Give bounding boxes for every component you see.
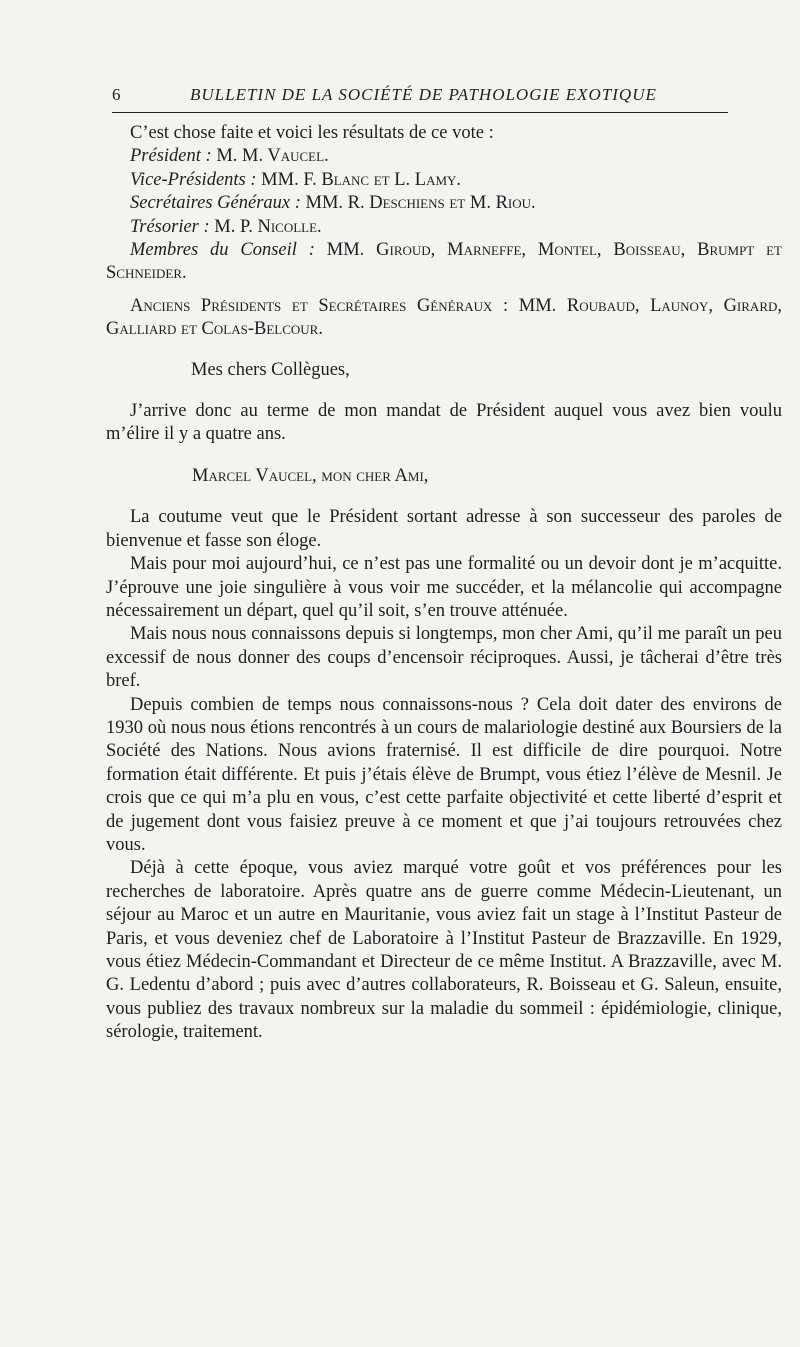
former-officers: Anciens Présidents et Secrétaires Généraux : MM. Roubaud, Launoy, Girard, Galliard et Colas-Belcour. xyxy=(106,295,782,340)
president-label: Président : xyxy=(130,146,212,167)
paragraph-4: Mais nous nous connaissons depuis si longtemps, mon cher Ami, qu’il me paraît un peu excessif de nous donner des coups d’encensoir réciproques. Aussi, je tâcherai d’être très bref. xyxy=(106,624,782,692)
paragraph-5: Depuis combien de temps nous connaissons-nous ? Cela doit dater des environs de 1930 où nous nous étions rencontrés à un cours de malariologie destiné aux Boursiers de la Société des Nations. Nous avions fraternisé. Il est difficile de dire pourquoi. Notre formation était différente. Et puis j’étais élève de Brumpt, vous étiez l’élève de Mesnil. Je crois que ce qui m’a plu en vous, c’est cette parfaite objectivité et cette liberté d’esprit et de jugement dont vous faisiez preuve à ce moment et que j’ai toujours retrouvées chez vous. xyxy=(106,694,782,855)
page-body xyxy=(106,122,782,1045)
president-name: M. M. Vaucel. xyxy=(216,146,329,167)
sg-line xyxy=(106,192,782,215)
paragraph-1: J’arrive donc au terme de mon mandat de Président auquel vous avez bien voulu m’élire il y a quatre ans. xyxy=(106,401,782,445)
address-line: Marcel Vaucel, mon cher Ami, xyxy=(192,465,429,486)
treasurer-name: M. P. Nicolle. xyxy=(214,216,322,237)
council-label: Membres du Conseil : xyxy=(130,240,315,261)
vp-line xyxy=(106,169,782,192)
treasurer-label: Trésorier : xyxy=(130,216,210,237)
council-names: MM. Giroud, Marneffe, Montel, Boisseau, Brumpt et Schneider. xyxy=(106,240,782,284)
sg-label: Secrétaires Généraux : xyxy=(130,193,301,214)
vp-label: Vice-Présidents : xyxy=(130,169,257,190)
salutation: Mes chers Collègues, xyxy=(191,359,350,380)
header-rule xyxy=(112,112,728,113)
page-number: 6 xyxy=(112,85,122,104)
paragraph-6: Déjà à cette époque, vous aviez marqué votre goût et vos préférences pour les recherches de laboratoire. Après quatre ans de guerre comme Médecin-Lieutenant, un séjour au Maroc et un autre en Mauritanie, vous aviez fait un stage à l’Institut Pasteur de Paris, et vous deveniez chef de Laboratoire à l’Institut Pasteur de Brazzaville. En 1929, vous étiez Médecin-Commandant et Directeur de ce même Institut. A Brazzaville, avec M. G. Ledentu d’abord ; puis avec d’autres collaborateurs, R. Boisseau et G. Saleun, ensuite, vous publiez des travaux nombreux sur la maladie du sommeil : épidémiologie, clinique, sérologie, traitement. xyxy=(106,858,782,1043)
treasurer-line xyxy=(106,216,782,239)
vote-intro: C’est chose faite et voici les résultats de ce vote : xyxy=(130,123,494,143)
paragraph-3: Mais pour moi aujourd’hui, ce n’est pas une formalité ou un devoir dont je m’acquitte. J’éprouve une joie singulière à vous voir me succéder, et la mélancolie qui accompagne nécessairement un départ, quel qu’il soit, s’en trouve atténuée. xyxy=(106,554,782,621)
running-title: BULLETIN DE LA SOCIÉTÉ DE PATHOLOGIE EXOTIQUE xyxy=(190,85,657,104)
vp-names: MM. F. Blanc et L. Lamy. xyxy=(261,169,462,190)
paragraph-2: La coutume veut que le Président sortant adresse à son successeur des paroles de bienvenue et fasse son éloge. xyxy=(106,507,782,551)
page-header xyxy=(112,82,732,110)
sg-names: MM. R. Deschiens et M. Riou. xyxy=(305,193,536,214)
president-line xyxy=(106,145,782,168)
council-line xyxy=(106,239,782,286)
